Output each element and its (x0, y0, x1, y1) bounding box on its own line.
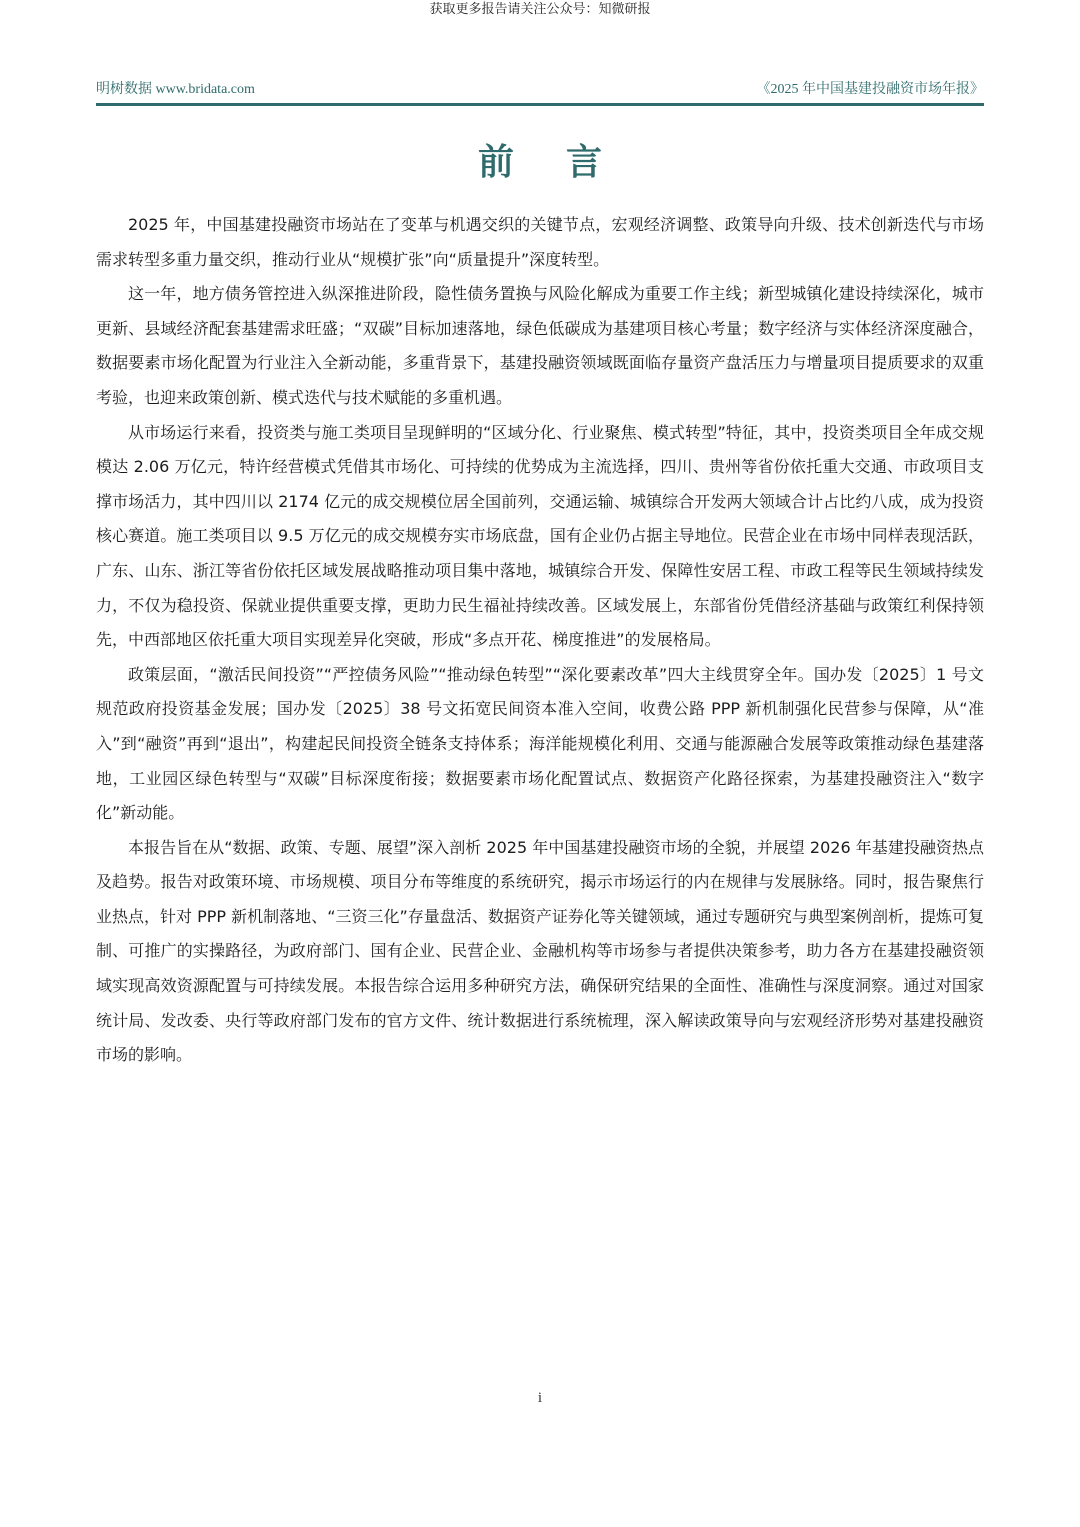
header-divider (96, 103, 984, 106)
page-header (96, 80, 984, 104)
paragraph-intro: 2025 年，中国基建投融资市场站在了变革与机遇交织的关键节点，宏观经济调整、政策导向升级、技术创新迭代与市场需求转型多重力量交织，推动行业从“规模扩张”向“质量提升”深度转型。 (96, 215, 984, 269)
watermark-banner: 获取更多报告请关注公众号：知微研报 (429, 2, 651, 17)
paragraph-background: 这一年，地方债务管控进入纵深推进阶段，隐性债务置换与风险化解成为重要工作主线；新型城镇化建设持续深化，城市更新、县域经济配套基建需求旺盛；“双碳”目标加速落地，绿色低碳成为基建项目核心考量；数字经济与实体经济深度融合，数据要素市场化配置为行业注入全新动能，多重背景下，基建投融资领域既面临存量资产盘活压力与增量项目提质要求的双重考验，也迎来政策创新、模式迭代与技术赋能的多重机遇。 (96, 284, 984, 407)
preface-body (96, 208, 984, 1073)
paragraph-market: 从市场运行来看，投资类与施工类项目呈现鲜明的“区域分化、行业聚焦、模式转型”特征，其中，投资类项目全年成交规模达 2.06 万亿元，特许经营模式凭借其市场化、可持续的优势成为主流选择，四川、贵州等省份依托重大交通、市政项目支撑市场活力，其中四川以 2174 亿元的成交规模位居全国前列，交通运输、城镇综合开发两大领域合计占比约八成，成为投资核心赛道。施工类项目以 9.5 万亿元的成交规模夯实市场底盘，国有企业仍占据主导地位。民营企业在市场中同样表现活跃，广东、山东、浙江等省份依托区域发展战略推动项目集中落地，城镇综合开发、保障性安居工程、市政工程等民生领域持续发力，不仅为稳投资、保就业提供重要支撑，更助力民生福祉持续改善。区域发展上，东部省份凭借经济基础与政策红利保持领先，中西部地区依托重大项目实现差异化突破，形成“多点开花、梯度推进”的发展格局。 (96, 422, 984, 650)
page-number: i (537, 1390, 543, 1406)
paragraph-policy: 政策层面，“激活民间投资”“严控债务风险”“推动绿色转型”“深化要素改革”四大主线贯穿全年。国办发〔2025〕1 号文规范政府投资基金发展；国办发〔2025〕38 号文拓宽民间资本准入空间，收费公路 PPP 新机制强化民营参与保障，从“准入”到“融资”再到“退出”，构建起民间投资全链条支持体系；海洋能规模化利用、交通与能源融合发展等政策推动绿色基建落地，工业园区绿色转型与“双碳”目标深度衔接；数据要素市场化配置试点、数据资产化路径探索，为基建投融资注入“数字化”新动能。 (96, 664, 984, 823)
header-publisher: 明树数据 www.bridata.com (96, 82, 255, 97)
header-report-title: 《2025 年中国基建投融资市场年报》 (756, 82, 984, 97)
page-title: 前言 (477, 142, 654, 183)
paragraph-purpose: 本报告旨在从“数据、政策、专题、展望”深入剖析 2025 年中国基建投融资市场的全貌，并展望 2026 年基建投融资热点及趋势。报告对政策环境、市场规模、项目分布等维度的系统研究，揭示市场运行的内在规律与发展脉络。同时，报告聚焦行业热点，针对 PPP 新机制落地、“三资三化”存量盘活、数据资产证券化等关键领域，通过专题研究与典型案例剖析，提炼可复制、可推广的实操路径，为政府部门、国有企业、民营企业、金融机构等市场参与者提供决策参考，助力各方在基建投融资领域实现高效资源配置与可持续发展。本报告综合运用多种研究方法，确保研究结果的全面性、准确性与深度洞察。通过对国家统计局、发改委、央行等政府部门发布的官方文件、统计数据进行系统梳理，深入解读政策导向与宏观经济形势对基建投融资市场的影响。 (96, 837, 984, 1065)
